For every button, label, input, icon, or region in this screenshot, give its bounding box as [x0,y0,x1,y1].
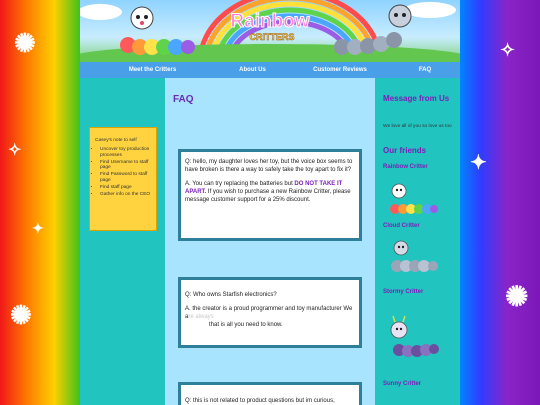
faq-question: Q: Who owns Starfish electronics? [185,292,277,298]
note-item: • Find staff page [100,185,156,191]
faq-card [178,277,362,348]
nav-item-meet-the-critters[interactable]: Meet the Critters [128,67,177,73]
banner-logo-subtext: CRITTERS [249,32,295,42]
header-banner [80,0,460,62]
note-item: • Find Username to staff page [100,160,156,172]
rainbow-caterpillar-icon [120,7,195,55]
sparkle-doodle-icon: ✦ [470,152,487,174]
left-column [80,78,165,405]
faq-answer-warning: DO NOT TAKE IT APART. [185,181,343,195]
note-item: • Uncover toy production processes [100,147,156,159]
main-content [165,78,375,405]
friend-link[interactable]: Stormy Critter [383,289,424,295]
page-title: FAQ [173,94,194,105]
sparkle-doodle-icon: ✧ [8,142,22,159]
faq-answer-text: A. You can try replacing the batteries but [185,181,293,187]
faq-question: Q: hello, my daughter loves her toy, but the voice box seems to have broken is there a way to safely take the toy apart to fix it? [185,159,353,173]
message-title: Message from Us [383,94,450,103]
rainbow-critter-icon[interactable] [385,179,440,217]
note-item: • Find Password to staff page [100,172,156,184]
right-sidebar [375,78,460,405]
nav-item-faq[interactable]: FAQ [418,67,432,73]
nav-item-about-us[interactable]: About Us [239,67,266,73]
message-text: We love all of you so love us too [383,124,452,129]
banner-logo-text: Rainbow [230,11,310,32]
friend-link[interactable]: Cloud Critter [383,223,420,229]
faq-question: Q: this is not related to product questions but im curious, [185,398,335,404]
faq-answer [185,180,355,204]
friend-link[interactable]: Sunny Critter [383,381,422,387]
sparkle-doodle-icon: ✺ [505,281,529,312]
nav-bar [80,62,460,78]
page-container [80,0,460,405]
sticky-note [89,127,157,231]
sticky-note-list [90,147,156,197]
sparkle-doodle-icon: ✧ [500,40,516,60]
sparkle-doodle-icon: ✺ [14,28,36,58]
stormy-critter-icon[interactable] [387,314,442,362]
faq-card [178,382,362,405]
friends-title: Our friends [383,146,427,155]
nav-item-customer-reviews[interactable]: Customer Reviews [313,67,367,73]
note-item: • Gather info on the CEO [100,192,156,198]
banner-art [80,0,460,62]
sticky-note-title: Casey's note to self [95,138,137,143]
faq-answer-text: If you wish to purchase a new Rainbow Critter, please message customer support for a 25% discount. [185,189,351,203]
faq-answer-text: A. the creator is a proud programmer and toy manufacturer We a [185,306,353,320]
cloud-critter-icon[interactable] [387,238,442,276]
faq-answer [185,305,355,329]
faq-answer-faded-text: re always [188,314,214,320]
faq-answer-text: that is all you need to know. [209,322,283,328]
sparkle-doodle-icon: ✺ [10,300,32,330]
friend-link[interactable]: Rainbow Critter [383,164,428,170]
faq-card [178,149,362,241]
sparkle-doodle-icon: ✦ [32,220,44,236]
